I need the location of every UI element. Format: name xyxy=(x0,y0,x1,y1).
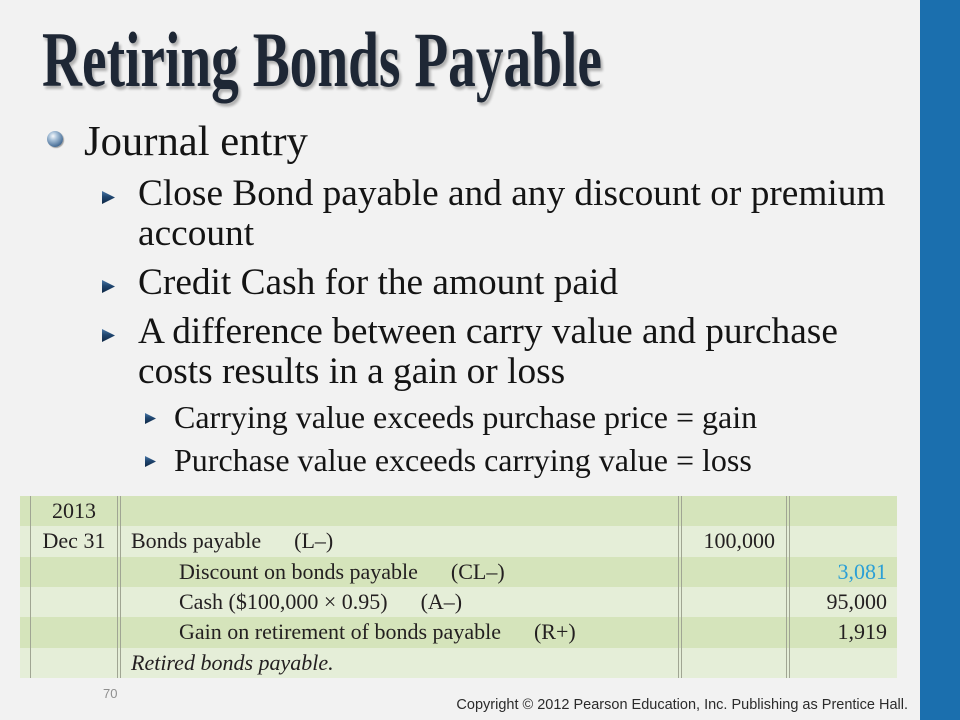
table-row xyxy=(20,496,897,526)
sphere-bullet-icon xyxy=(47,131,63,147)
credit-cell: 3,081 xyxy=(837,558,887,584)
sub-bullet-credit-cash: Credit Cash for the amount paid xyxy=(138,262,618,303)
account-cell xyxy=(121,587,678,617)
table-body xyxy=(20,496,897,678)
credit-cell: 95,000 xyxy=(826,589,887,615)
arrow-bullet-icon xyxy=(145,456,156,467)
sub-sub-bullet-gain: Carrying value exceeds purchase price = gain xyxy=(174,399,758,435)
column-rule xyxy=(681,496,682,678)
account-name: Cash ($100,000 × 0.95) xyxy=(179,589,388,615)
column-rule xyxy=(678,496,679,678)
column-rule xyxy=(789,496,790,678)
entry-explanation: Retired bonds payable. xyxy=(131,649,334,675)
side-accent-bar xyxy=(920,0,960,720)
column-rule xyxy=(786,496,787,678)
bullet-journal-entry: Journal entry xyxy=(84,118,308,165)
journal-entry-table xyxy=(20,496,897,678)
table-row xyxy=(20,648,897,678)
sub-bullet-gain-or-loss: A difference between carry value and purchase costs results in a gain or loss xyxy=(138,311,838,392)
column-rule xyxy=(120,496,121,678)
sub-bullet-close-accounts: Close Bond payable and any discount or premium account xyxy=(138,173,886,254)
table-row xyxy=(20,557,897,587)
date-cell: Dec 31 xyxy=(42,528,106,554)
account-cell xyxy=(121,617,678,647)
account-type-code: (L–) xyxy=(294,528,334,554)
table-row xyxy=(20,526,897,556)
account-cell xyxy=(121,557,678,587)
account-type-code: (CL–) xyxy=(450,558,505,584)
arrow-bullet-icon xyxy=(102,329,115,342)
account-name: Discount on bonds payable xyxy=(179,558,418,584)
account-name: Bonds payable xyxy=(131,528,262,554)
account-type-code: (A–) xyxy=(420,589,463,615)
arrow-bullet-icon xyxy=(102,191,115,204)
date-cell: 2013 xyxy=(52,498,96,524)
sub-sub-bullet-loss: Purchase value exceeds carrying value = loss xyxy=(174,442,752,478)
copyright-footer: Copyright © 2012 Pearson Education, Inc. Publishing as Prentice Hall. xyxy=(456,697,908,713)
table-row xyxy=(20,617,897,647)
table-row xyxy=(20,587,897,617)
column-rule xyxy=(117,496,118,678)
credit-cell: 1,919 xyxy=(837,619,887,645)
arrow-bullet-icon xyxy=(145,413,156,424)
arrow-bullet-icon xyxy=(102,280,115,293)
page-number: 70 xyxy=(103,686,118,701)
account-type-code: (R+) xyxy=(533,619,576,645)
account-name: Gain on retirement of bonds payable xyxy=(179,619,501,645)
slide-title: Retiring Bonds Payable xyxy=(42,16,603,103)
account-cell xyxy=(121,526,678,556)
debit-cell: 100,000 xyxy=(703,528,775,554)
column-rule xyxy=(30,496,31,678)
